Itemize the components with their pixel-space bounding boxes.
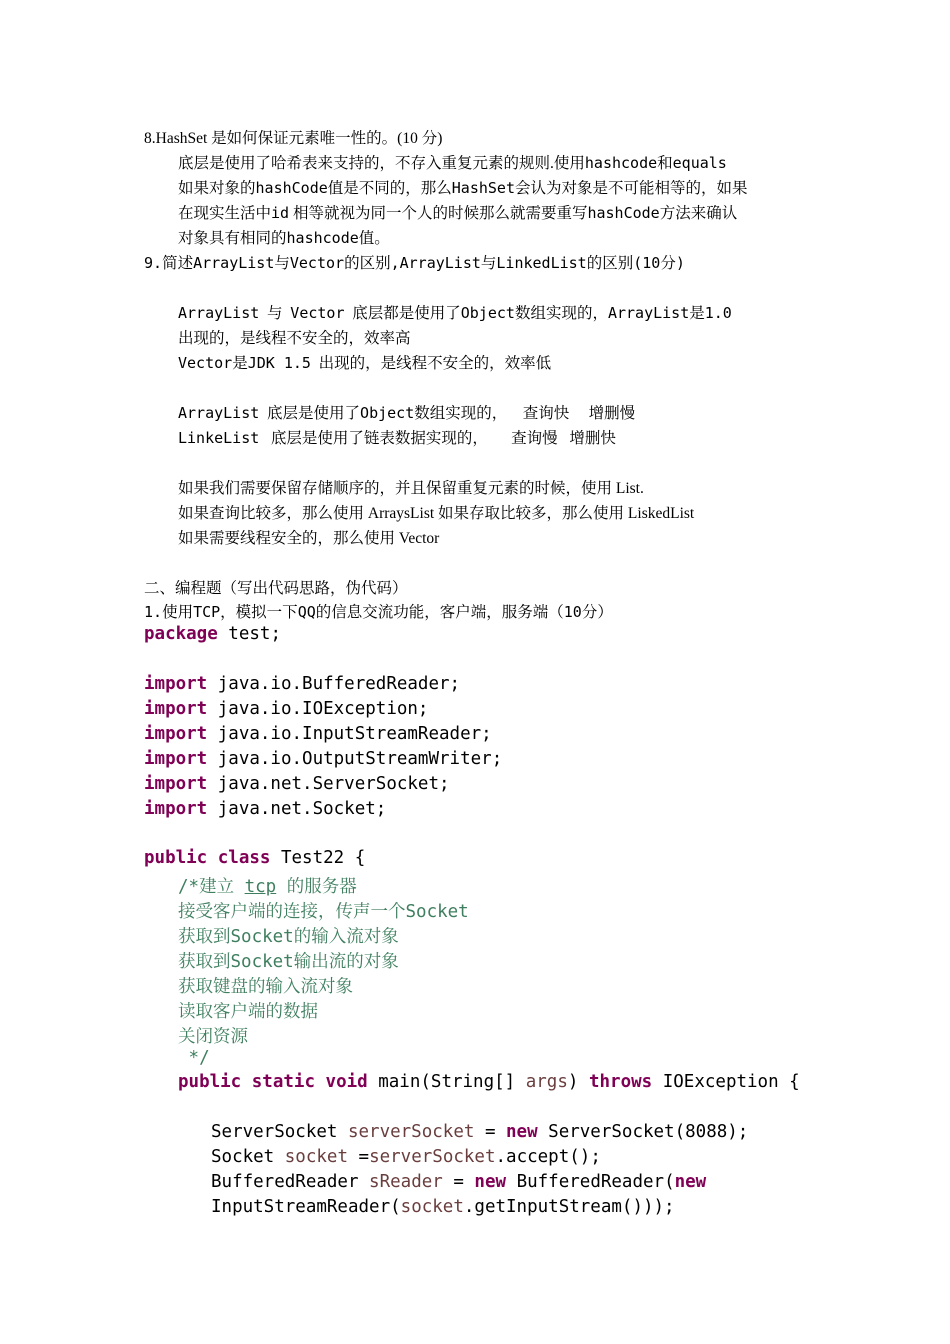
q9-answer-line-1: ArrayList 与 Vector 底层都是使用了Object数组实现的，ArrayList是1.0: [178, 304, 732, 322]
code-comment-line: 接受客户端的连接，传声一个Socket: [178, 902, 469, 922]
q9-answer-line-3: Vector是JDK 1.5 出现的，是线程不安全的，效率低: [178, 354, 552, 372]
code-statement-server-socket: ServerSocket serverSocket = new ServerSocket(8088);: [211, 1122, 749, 1142]
q9-summary-line-1: 如果我们需要保留存储顺序的，并且保留重复元素的时候，使用 List.: [178, 480, 644, 497]
code-comment-line: 读取客户端的数据: [178, 1002, 318, 1022]
code-import-line: import java.io.BufferedReader;: [144, 674, 461, 694]
code-comment-end: */: [178, 1048, 210, 1068]
part2-heading: 二、编程题（写出代码思路，伪代码）: [144, 580, 408, 597]
code-comment-line: /*建立 tcp 的服务器: [178, 877, 357, 897]
q9-answer-line-5: LinkeList 底层是使用了链表数据实现的， 查询慢 增删快: [178, 429, 616, 447]
code-comment-line: 关闭资源: [178, 1027, 248, 1047]
code-class-declaration: public class Test22 {: [144, 848, 366, 868]
q8-answer-line-3: 在现实生活中id 相等就视为同一个人的时候那么就需要重写hashCode方法来确认: [178, 204, 738, 222]
q8-answer-line-1: 底层是使用了哈希表来支持的，不存入重复元素的规则.使用hashcode和equals: [178, 154, 727, 172]
q9-answer-line-2: 出现的，是线程不安全的，效率高: [178, 330, 411, 347]
code-statement-socket: Socket socket =serverSocket.accept();: [211, 1147, 601, 1167]
code-import-line: import java.io.IOException;: [144, 699, 429, 719]
q9-summary-line-3: 如果需要线程安全的，那么使用 Vector: [178, 530, 440, 547]
part2-question-1: 1.使用TCP，模拟一下QQ的信息交流功能，客户端，服务端（10分）: [144, 603, 613, 621]
code-package-line: package test;: [144, 624, 281, 644]
code-import-line: import java.net.Socket;: [144, 799, 387, 819]
code-statement-reader-cont: InputStreamReader(socket.getInputStream()));: [211, 1197, 675, 1217]
code-import-line: import java.io.OutputStreamWriter;: [144, 749, 503, 769]
q9-title: 9.简述ArrayList与Vector的区别,ArrayList与LinkedList的区别(10分): [144, 254, 685, 272]
code-import-line: import java.io.InputStreamReader;: [144, 724, 492, 744]
code-comment-line: 获取到Socket输出流的对象: [178, 952, 399, 972]
q8-answer-line-2: 如果对象的hashCode值是不同的，那么HashSet会认为对象是不可能相等的，如果: [178, 179, 748, 197]
code-import-line: import java.net.ServerSocket;: [144, 774, 450, 794]
code-statement-reader: BufferedReader sReader = new BufferedReader(new: [211, 1172, 707, 1192]
q8-title: 8.HashSet 是如何保证元素唯一性的。(10 分): [144, 130, 443, 147]
code-comment-line: 获取到Socket的输入流对象: [178, 927, 399, 947]
q9-summary-line-2: 如果查询比较多，那么使用 ArraysList 如果存取比较多，那么使用 LiskedList: [178, 505, 695, 522]
q8-answer-line-4: 对象具有相同的hashcode值。: [178, 229, 390, 247]
code-comment-line: 获取键盘的输入流对象: [178, 977, 353, 997]
q9-answer-line-4: ArrayList 底层是使用了Object数组实现的， 查询快 增删慢: [178, 404, 636, 422]
code-main-signature: public static void main(String[] args) throws IOException {: [178, 1072, 800, 1092]
